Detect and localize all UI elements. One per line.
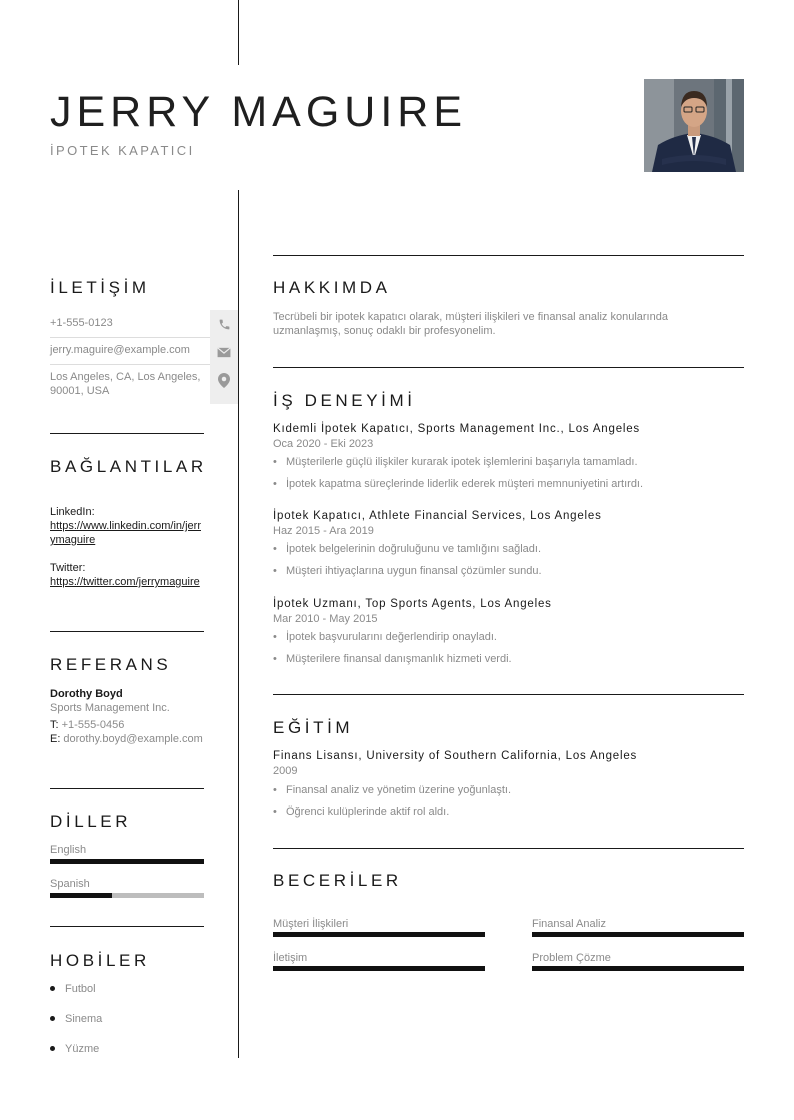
job-bullet-text: Müşterilere finansal danışmanlık hizmeti verdi.	[286, 653, 512, 665]
contact-address-text: Los Angeles, CA, Los Angeles, 90001, USA	[50, 371, 201, 397]
job-bullet	[273, 456, 638, 468]
skill-item	[273, 952, 485, 971]
skill-level-bar	[532, 932, 744, 937]
hobby-label: Yüzme	[65, 1043, 100, 1055]
skill-name: Müşteri İlişkileri	[273, 918, 349, 930]
contact-icon-column	[210, 310, 238, 404]
section-divider	[50, 433, 204, 434]
education-title: Finans Lisansı, University of Southern California, Los Angeles	[273, 750, 638, 762]
language-level-bar	[50, 859, 204, 864]
linkedin-link-block	[50, 505, 204, 547]
education-bullet-text: Finansal analiz ve yönetim üzerine yoğunlaştı.	[286, 784, 512, 796]
hobbies-heading: HOBİLER	[50, 951, 150, 970]
experience-heading: İŞ DENEYİMİ	[273, 391, 416, 410]
contact-separator	[50, 364, 210, 365]
job-bullet-text: Müşteri ihtiyaçlarına uygun finansal çözümler sundu.	[286, 565, 542, 577]
skill-level-bar	[532, 966, 744, 971]
language-english	[50, 844, 204, 864]
language-spanish	[50, 878, 204, 898]
reference-name: Dorothy Boyd	[50, 688, 123, 700]
language-name: Spanish	[50, 878, 90, 890]
language-level-fill	[50, 859, 204, 864]
bullet-icon	[50, 986, 55, 991]
hobby-label: Futbol	[65, 983, 96, 995]
resume-job-title: İPOTEK KAPATICI	[50, 143, 195, 158]
job-bullet-text: İpotek kapatma süreçlerinde liderlik ederek müşteri memnuniyetini artırdı.	[286, 478, 644, 490]
education-bullet	[273, 806, 449, 818]
bullet-icon: •	[273, 543, 277, 555]
job-bullet-text: İpotek belgelerinin doğruluğunu ve tamlığını sağladı.	[286, 543, 542, 555]
linkedin-link[interactable]: https://www.linkedin.com/in/jerrymaguire	[50, 520, 201, 546]
skills-heading: BECERİLER	[273, 871, 402, 890]
job-bullet	[273, 478, 643, 490]
job-bullet-text: İpotek başvurularını değerlendirip onayladı.	[286, 631, 497, 643]
column-divider-top	[238, 0, 239, 65]
skill-name: İletişim	[273, 952, 308, 964]
job-dates: Mar 2010 - May 2015	[273, 613, 378, 625]
job-bullet	[273, 631, 497, 643]
education-year: 2009	[273, 765, 298, 777]
bullet-icon: •	[273, 478, 277, 490]
job-bullet	[273, 543, 541, 555]
twitter-label: Twitter:	[50, 562, 86, 574]
skill-item	[273, 918, 485, 937]
skill-level-bar	[273, 932, 485, 937]
twitter-link[interactable]: https://twitter.com/jerrymaguire	[50, 576, 200, 588]
about-heading: HAKKIMDA	[273, 278, 391, 297]
hobby-label: Sinema	[65, 1013, 103, 1025]
language-level-bar	[50, 893, 204, 898]
contact-separator	[50, 337, 210, 338]
job-bullet	[273, 565, 542, 577]
skill-item	[532, 952, 744, 971]
reference-phone-label: T:	[50, 719, 59, 731]
skill-name: Problem Çözme	[532, 952, 611, 964]
skill-item	[532, 918, 744, 937]
hobby-item	[50, 983, 96, 995]
bullet-icon: •	[273, 653, 277, 665]
job-dates: Haz 2015 - Ara 2019	[273, 525, 374, 537]
bullet-icon: •	[273, 456, 277, 468]
reference-email-label: E:	[50, 733, 61, 745]
skill-level-bar	[273, 966, 485, 971]
contact-heading: İLETİŞİM	[50, 278, 150, 297]
contact-phone-text: +1-555-0123	[50, 317, 113, 329]
resume-name: JERRY MAGUIRE	[50, 88, 468, 136]
section-divider	[273, 694, 744, 695]
job-bullet	[273, 653, 512, 665]
section-divider	[273, 367, 744, 368]
reference-company: Sports Management Inc.	[50, 702, 170, 714]
reference-phone: +1-555-0456	[61, 719, 125, 731]
about-text: Tecrübeli bir ipotek kapatıcı olarak, müşteri ilişkileri ve finansal analiz konularında uzmanlaşmış, sonuç odaklı bir profesyonelim.	[273, 311, 668, 337]
job-title: Kıdemli İpotek Kapatıcı, Sports Management Inc., Los Angeles	[273, 423, 640, 435]
reference-block	[50, 687, 204, 746]
job-title: İpotek Kapatıcı, Athlete Financial Services, Los Angeles	[273, 510, 602, 522]
section-divider	[50, 788, 204, 789]
education-bullet	[273, 784, 511, 796]
profile-photo	[644, 79, 744, 172]
reference-phone-row	[50, 718, 204, 732]
reference-heading: REFERANS	[50, 655, 172, 674]
mail-icon	[210, 338, 238, 366]
section-divider	[50, 631, 204, 632]
bullet-icon: •	[273, 565, 277, 577]
contact-email-text: jerry.maguire@example.com	[50, 344, 190, 356]
skill-name: Finansal Analiz	[532, 918, 606, 930]
section-divider	[50, 926, 204, 927]
links-heading: BAĞLANTILAR	[50, 457, 207, 476]
reference-email-row	[50, 732, 204, 746]
section-divider	[273, 255, 744, 256]
education-heading: EĞİTİM	[273, 718, 354, 737]
location-pin-icon	[210, 366, 238, 394]
bullet-icon	[50, 1016, 55, 1021]
bullet-icon: •	[273, 784, 277, 796]
education-bullet-text: Öğrenci kulüplerinde aktif rol aldı.	[286, 806, 450, 818]
hobby-item	[50, 1013, 102, 1025]
job-title: İpotek Uzmanı, Top Sports Agents, Los Angeles	[273, 598, 552, 610]
language-level-fill	[50, 893, 112, 898]
column-divider	[238, 190, 239, 1058]
section-divider	[273, 848, 744, 849]
job-bullet-text: Müşterilerle güçlü ilişkiler kurarak ipotek işlemlerini başarıyla tamamladı.	[286, 456, 638, 468]
language-name: English	[50, 844, 87, 856]
bullet-icon	[50, 1046, 55, 1051]
hobby-item	[50, 1043, 99, 1055]
bullet-icon: •	[273, 806, 277, 818]
job-dates: Oca 2020 - Eki 2023	[273, 438, 374, 450]
bullet-icon: •	[273, 631, 277, 643]
reference-email: dorothy.boyd@example.com	[63, 733, 203, 745]
twitter-link-block	[50, 561, 204, 589]
linkedin-label: LinkedIn:	[50, 506, 95, 518]
phone-icon	[210, 310, 238, 338]
languages-heading: DİLLER	[50, 812, 132, 831]
